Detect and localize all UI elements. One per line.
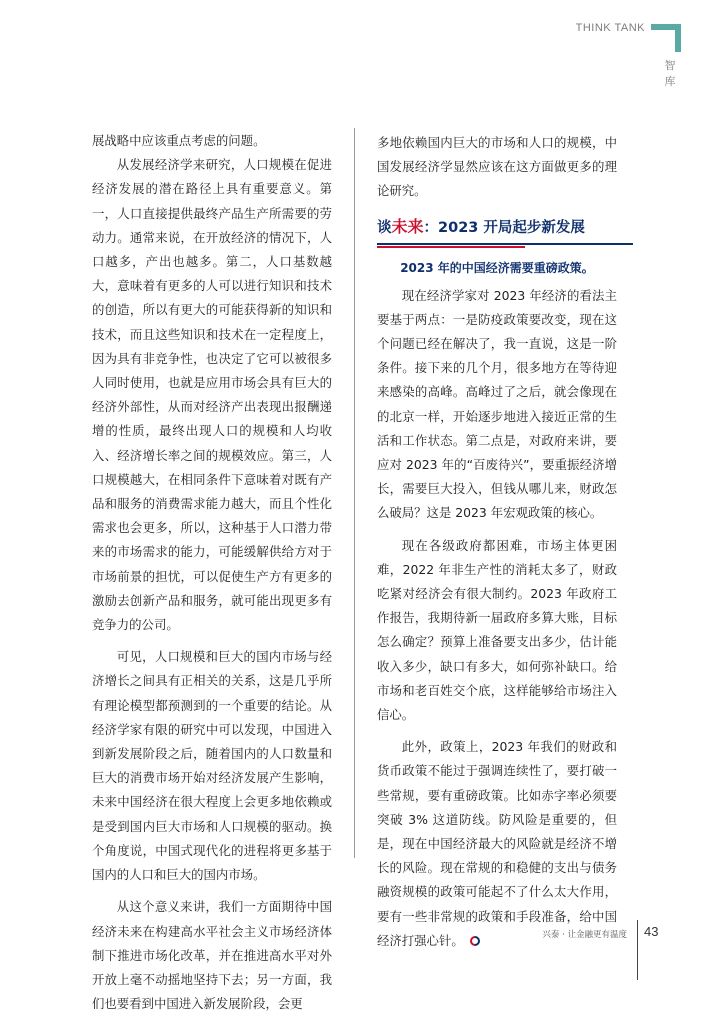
right-column [377,131,617,953]
paragraph: 多地依赖国内巨大的市场和人口的规模，中国发展经济学显然应该在这方面做更多的理论研究。 [377,135,617,199]
paragraph: 现在各级政府都困难，市场主体更困难，2022 年非生产性的消耗太多了，财政吃紧对经济会有很大制约。2023 年政府工作报告，我期待新一届政府多算大账，目标怎么确定？预算上准备要支出多少，估计能收入多少，缺口有多大，如何弥补缺口。给市场和老百姓交个底，这样能够给市场注入信心。 [377,537,617,723]
column-divider [354,128,355,858]
heading-rule-red [377,246,525,248]
heading-rule-blue [377,243,633,245]
paragraph: 从发展经济学来研究，人口规模在促进经济发展的潜在路径上具有重要意义。第一，人口直接提供最终产品生产所需要的劳动力。通常来说，在开放经济的情况下，人口越多，产出也越多。第二，人口基数越大，意味着有更多的人可以进行知识和技术的创造，所以有更大的可能获得新的知识和技术，而且这些知识和技术在一定程度上，因为具有非竞争性，也决定了它可以被很多人同时使用，也就是应用市场会具有巨大的经济外部性，从而对经济产出表现出报酬递增的性质，最终出现人口的规模和人均收入、经济增长率之间的规模效应。第三，人口规模越大，在相同条件下意味着对既有产品和服务的消费需求能力越大，而且个性化需求也会更多，所以，这种基于人口潜力带来的市场需求的能力，可能缓解供给方对于市场前景的担忧，可以促使生产方有更多的激励去创新产品和服务，就可能出现更多有竞争力的公司。 [92,157,332,633]
section-heading-rest: ：2023 开局起步新发展 [423,219,585,236]
subheading: 2023 年的中国经济需要重磅政策。 [400,260,594,275]
left-column [92,129,332,1016]
paragraph: 展战略中应该重点考虑的问题。 [92,133,266,148]
paragraph [377,735,617,953]
paragraph: 可见，人口规模和巨大的国内市场与经济增长之间具有正相关的关系，这是几乎所有理论模型都预测到的一个重要的结论。从经济学家有限的研究中可以发现，中国进入到新发展阶段之后，随着国内的人口数量和巨大的消费市场开始对经济发展产生影响，未来中国经济在很大程度上会更多地依赖或是受到国内巨大市场和人口规模的驱动。换个角度说，中国式现代化的进程将更多基于国内的人口和巨大的国内市场。 [92,649,332,883]
brand-title: THINK TANK [575,22,645,34]
section-heading-prefix: 谈 [377,219,392,236]
paragraph: 现在经济学家对 2023 年经济的看法主要基于两点：一是防疫政策要改变，现在这个问题已经在解决了，我一直说，这是一阶条件。接下来的几个月，很多地方在等待迎来感染的高峰。高峰过了之后，就会像现在的北京一样，开始逐步地进入接近正常的生活和工作状态。第二点是，对政府来讲，要应对 2023 年的“百废待兴”，要重振经济增长，需要巨大投入，但钱从哪儿来，财政怎么破局？这是 2023 年宏观政策的核心。 [377,287,617,521]
paragraph: 从这个意义来讲，我们一方面期待中国经济未来在构建高水平社会主义市场经济体制下推进市场化改革，并在推进高水平对外开放上毫不动摇地坚持下去；另一方面，我们也要看到中国进入新发展阶段，会更 [92,899,332,1012]
section-heading-rule [377,243,633,248]
section-heading-highlight: 未来 [391,216,424,236]
footer-tagline: 兴泰 · 让金融更有温度 [542,930,627,940]
article-end-icon [468,936,482,946]
section-label-cn: 智库 [664,59,676,88]
section-heading [377,214,617,241]
think-tank-logo-icon [651,24,681,52]
page-number: 43 [644,924,659,939]
paragraph-text: 此外，政策上，2023 年我们的财政和货币政策不能过于强调连续性了，要打破一些常规，要有重磅政策。比如赤字率必须要突破 3% 这道防线。防风险是重要的，但是，现在中国经济最大的风险就是经济不增长的风险。现在常规的和稳健的支出与债务融资规模的政策可能起不了什么太大作用，要有一些非常规的政策和手段准备，给中国经济打强心针。 [377,739,617,948]
footer-divider [637,920,638,980]
